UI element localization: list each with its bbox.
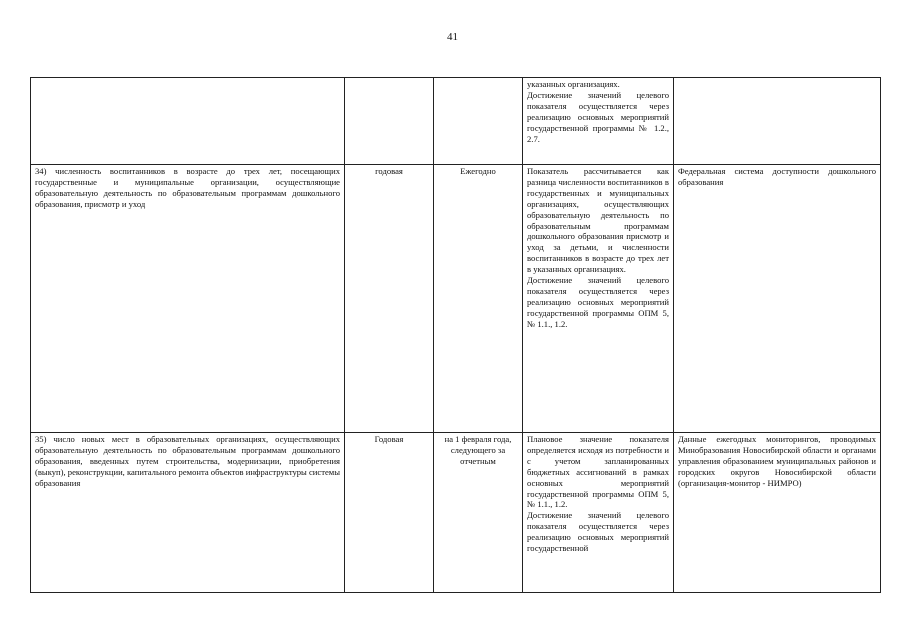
source-cell: Федеральная система доступности дошкольного образования [674,165,881,433]
method-paragraph: Показатель рассчитывается как разница численности воспитанников в государственных и муниципальных организациях, осуществляющих образовательную деятельность по образовательным программам дошкольного образования присмотр и уход за детьми, и численности воспитанников в возрасте до трех лет в указанных организациях. [527,166,669,275]
method-cell [523,78,674,165]
indicator-cell [31,78,345,165]
periodicity-cell: годовая [345,165,434,433]
method-paragraph: Достижение значений целевого показателя осуществляется через реализацию основных мероприятий государственной программы № 1.2., 2.7. [527,89,669,144]
page-number: 41 [447,31,458,43]
indicator-cell: 35) число новых мест в образовательных организациях, осуществляющих образовательную деятельность по образовательным программам дошкольного образования, введенных путем строительства, модернизации, приобретения (выкуп), реконструкции, капитального ремонта объектов инфраструктуры системы образования [31,433,345,593]
periodicity-cell [345,78,434,165]
method-paragraph: Достижение значений целевого показателя осуществляется через реализацию основных мероприятий государственной программы ОПМ 5, № 1.1., 1.2. [527,275,669,329]
source-cell [674,78,881,165]
timing-cell [434,78,523,165]
timing-cell: Ежегодно [434,165,523,433]
method-cell [523,433,674,593]
periodicity-cell: Годовая [345,433,434,593]
indicators-table [30,77,881,593]
method-paragraph: Плановое значение показателя определяется исходя из потребности и с учетом запланированных бюджетных ассигнований в рамках основных мероприятий государственной программы ОПМ 5, № 1.1., 1.2. [527,434,669,510]
timing-cell: на 1 февраля года, следующего за отчетным [434,433,523,593]
table-row [31,433,881,593]
method-paragraph: Достижение значений целевого показателя осуществляется через реализацию основных мероприятий государственной [527,510,669,554]
table-row [31,165,881,433]
indicator-cell: 34) численность воспитанников в возрасте до трех лет, посещающих государственные и муниципальные организации, осуществляющие образовательную деятельность по образовательным программам дошкольного образования, присмотр и уход [31,165,345,433]
source-cell: Данные ежегодных мониторингов, проводимых Минобразования Новосибирской области и органами управления образованием муниципальных районов и городских округов Новосибирской области (организация-монитор - НИМРО) [674,433,881,593]
method-paragraph: указанных организациях. [527,79,620,89]
table-row [31,78,881,165]
method-cell [523,165,674,433]
